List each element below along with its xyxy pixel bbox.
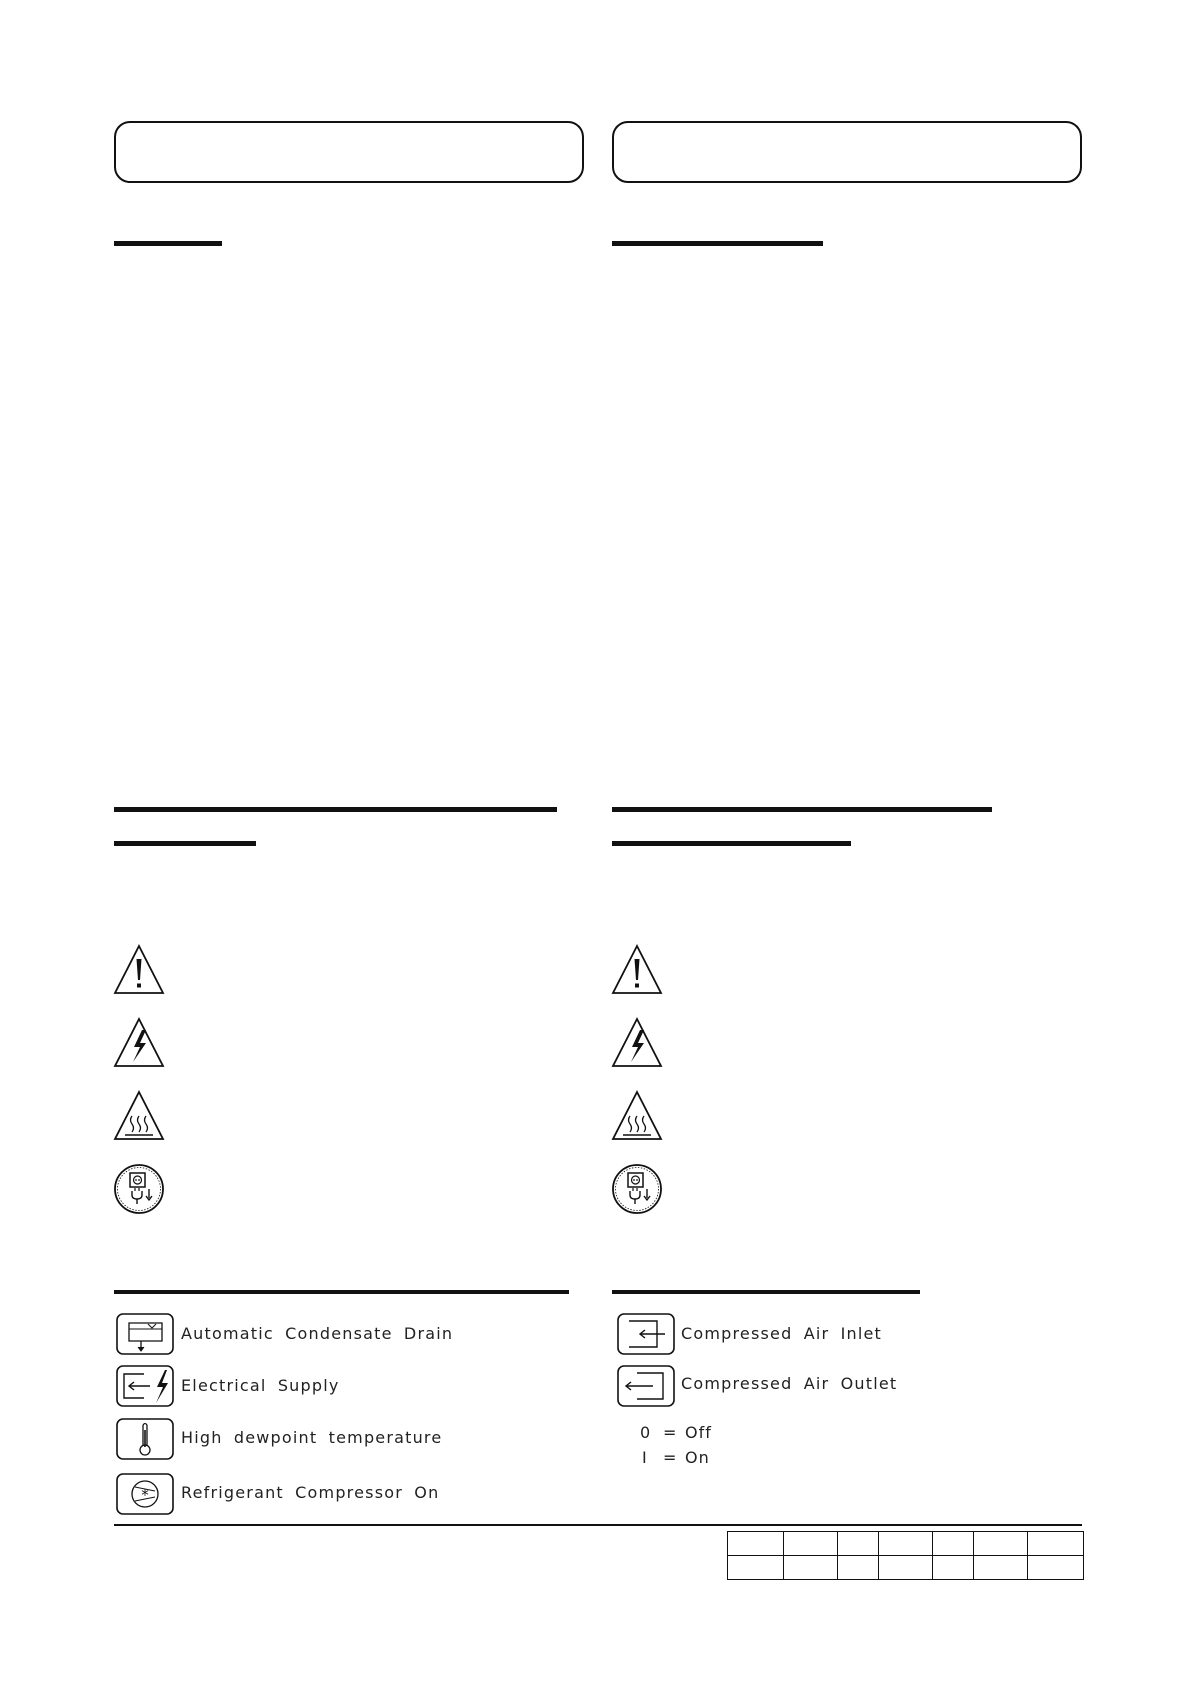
- left-title-box: [114, 121, 584, 183]
- electrical-hazard-triangle-icon: [113, 1017, 165, 1069]
- state-symbol-off: 0: [640, 1423, 652, 1442]
- automatic-condensate-drain-icon: [116, 1313, 174, 1355]
- table-cell: [974, 1532, 1028, 1556]
- svg-text:*: *: [141, 1486, 149, 1504]
- right-legend-rule: [612, 1290, 920, 1294]
- refrigerant-compressor-icon: [116, 1473, 174, 1515]
- compressed-air-inlet-icon: [617, 1313, 675, 1355]
- compressed-air-outlet-icon: [617, 1365, 675, 1407]
- table-cell: [784, 1532, 838, 1556]
- left-section-rule-long: [114, 807, 557, 812]
- hot-surface-triangle-icon: [113, 1090, 165, 1142]
- state-meaning-off: Off: [685, 1423, 712, 1442]
- table-cell: [838, 1532, 879, 1556]
- table-cell: [974, 1556, 1028, 1580]
- table-row: [728, 1532, 1084, 1556]
- table-cell: [784, 1556, 838, 1580]
- legend-label-condensate-drain: Automatic Condensate Drain: [181, 1324, 454, 1343]
- electrical-hazard-triangle-icon: [611, 1017, 663, 1069]
- state-equals-on: =: [663, 1448, 678, 1467]
- table-cell: [838, 1556, 879, 1580]
- left-heading-rule: [114, 241, 222, 246]
- general-warning-triangle-icon: [611, 944, 663, 996]
- table-cell: [933, 1556, 974, 1580]
- table-cell: [1028, 1532, 1084, 1556]
- state-equals-off: =: [663, 1423, 678, 1442]
- right-title-box: [612, 121, 1082, 183]
- table-cell: [728, 1532, 784, 1556]
- left-section-rule-short: [114, 841, 256, 846]
- hot-surface-triangle-icon: [611, 1090, 663, 1142]
- state-meaning-on: On: [685, 1448, 710, 1467]
- legend-label-electrical-supply: Electrical Supply: [181, 1376, 340, 1395]
- revision-table: [727, 1531, 1084, 1580]
- table-cell: [728, 1556, 784, 1580]
- table-cell: [879, 1556, 933, 1580]
- footer-rule: [114, 1524, 1082, 1526]
- legend-label-air-outlet: Compressed Air Outlet: [681, 1374, 898, 1393]
- disconnect-power-circle-icon: [113, 1163, 165, 1215]
- table-cell: [879, 1532, 933, 1556]
- general-warning-triangle-icon: [113, 944, 165, 996]
- table-cell: [933, 1532, 974, 1556]
- state-symbol-on: I: [642, 1448, 648, 1467]
- right-heading-rule: [612, 241, 823, 246]
- right-section-rule-short: [612, 841, 851, 846]
- legend-label-high-dewpoint: High dewpoint temperature: [181, 1428, 443, 1447]
- disconnect-power-circle-icon: [611, 1163, 663, 1215]
- right-section-rule-long: [612, 807, 992, 812]
- legend-label-refrigerant-compressor: Refrigerant Compressor On: [181, 1483, 440, 1502]
- electrical-supply-icon: [116, 1365, 174, 1407]
- table-cell: [1028, 1556, 1084, 1580]
- left-legend-rule: [114, 1290, 569, 1294]
- legend-label-air-inlet: Compressed Air Inlet: [681, 1324, 883, 1343]
- table-row: [728, 1556, 1084, 1580]
- thermometer-icon: [116, 1418, 174, 1460]
